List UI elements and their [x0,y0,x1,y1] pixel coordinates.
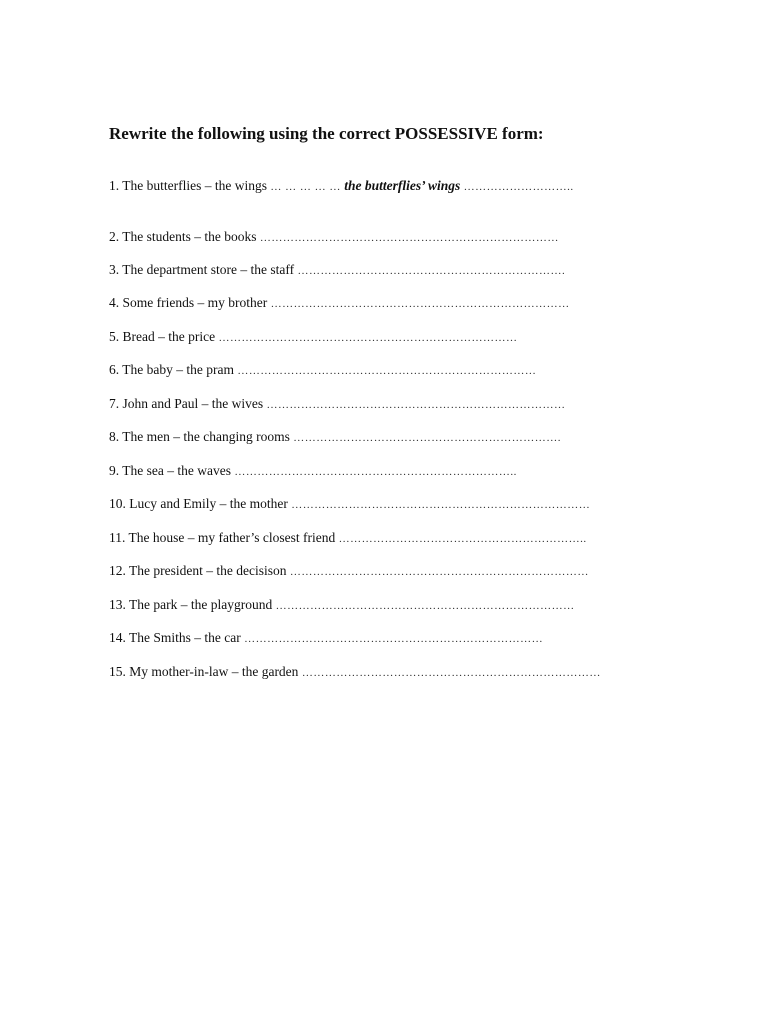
exercise-prompt: 11. The house – my father’s closest friend [109,530,336,545]
exercise-item [109,630,543,646]
answer-blank[interactable]: …………………………………………………………………… [289,566,589,578]
exercise-item [109,463,517,479]
exercise-prompt: 4. Some friends – my brother [109,295,268,310]
exercise-item [109,563,589,579]
example-answer: the butterflies’ wings [344,178,461,193]
worksheet-title: Rewrite the following using the correct POSSESSIVE form: [109,124,544,143]
answer-blank[interactable]: ……………………………………………………….. [338,533,587,545]
answer-blank[interactable]: ……………………………………………………………. [293,432,561,444]
answer-blank[interactable]: …………………………………………………………………… [259,232,559,244]
exercise-prompt: 12. The president – the decisison [109,563,287,578]
exercise-item [109,429,561,445]
exercise-item [109,496,590,512]
answer-blank[interactable]: …………………………………………………………………… [266,399,566,411]
exercise-item-example [109,178,574,194]
answer-blank[interactable]: ……………………………………………………………. [297,265,566,277]
exercise-prompt: 15. My mother-in-law – the garden [109,664,299,679]
exercise-prompt: 7. John and Paul – the wives [109,396,264,411]
exercise-item [109,229,559,245]
exercise-prompt: 5. Bread – the price [109,329,216,344]
exercise-prompt: 13. The park – the playground [109,597,273,612]
exercise-item [109,530,587,546]
answer-blank[interactable]: …………………………………………………………………… [237,365,537,377]
answer-blank[interactable]: …………………………………………………………………… [244,633,544,645]
answer-blank[interactable]: …………………………………………………………………… [301,667,601,679]
exercise-item [109,295,570,311]
exercise-item [109,362,536,378]
exercise-item [109,329,517,345]
answer-blank[interactable]: …………………………………………………………………… [291,499,591,511]
exercise-item [109,664,601,680]
exercise-prompt: 2. The students – the books [109,229,257,244]
exercise-prompt: 3. The department store – the staff [109,262,295,277]
exercise-item [109,262,565,278]
exercise-item [109,597,575,613]
answer-blank[interactable]: …………………………………………………………………… [270,298,570,310]
exercise-prompt: 9. The sea – the waves [109,463,231,478]
answer-dots: … … … … … [270,181,341,193]
exercise-prompt: 1. The butterflies – the wings [109,178,267,193]
exercise-prompt: 6. The baby – the pram [109,362,234,377]
exercise-prompt: 10. Lucy and Emily – the mother [109,496,288,511]
exercise-prompt: 8. The men – the changing rooms [109,429,290,444]
answer-dots: ……………………….. [463,181,574,193]
answer-blank[interactable]: …………………………………………………………………… [218,332,518,344]
exercise-item [109,396,566,412]
answer-blank[interactable]: ……………………………………………………………….. [234,466,517,478]
answer-blank[interactable]: …………………………………………………………………… [275,600,575,612]
exercise-prompt: 14. The Smiths – the car [109,630,241,645]
